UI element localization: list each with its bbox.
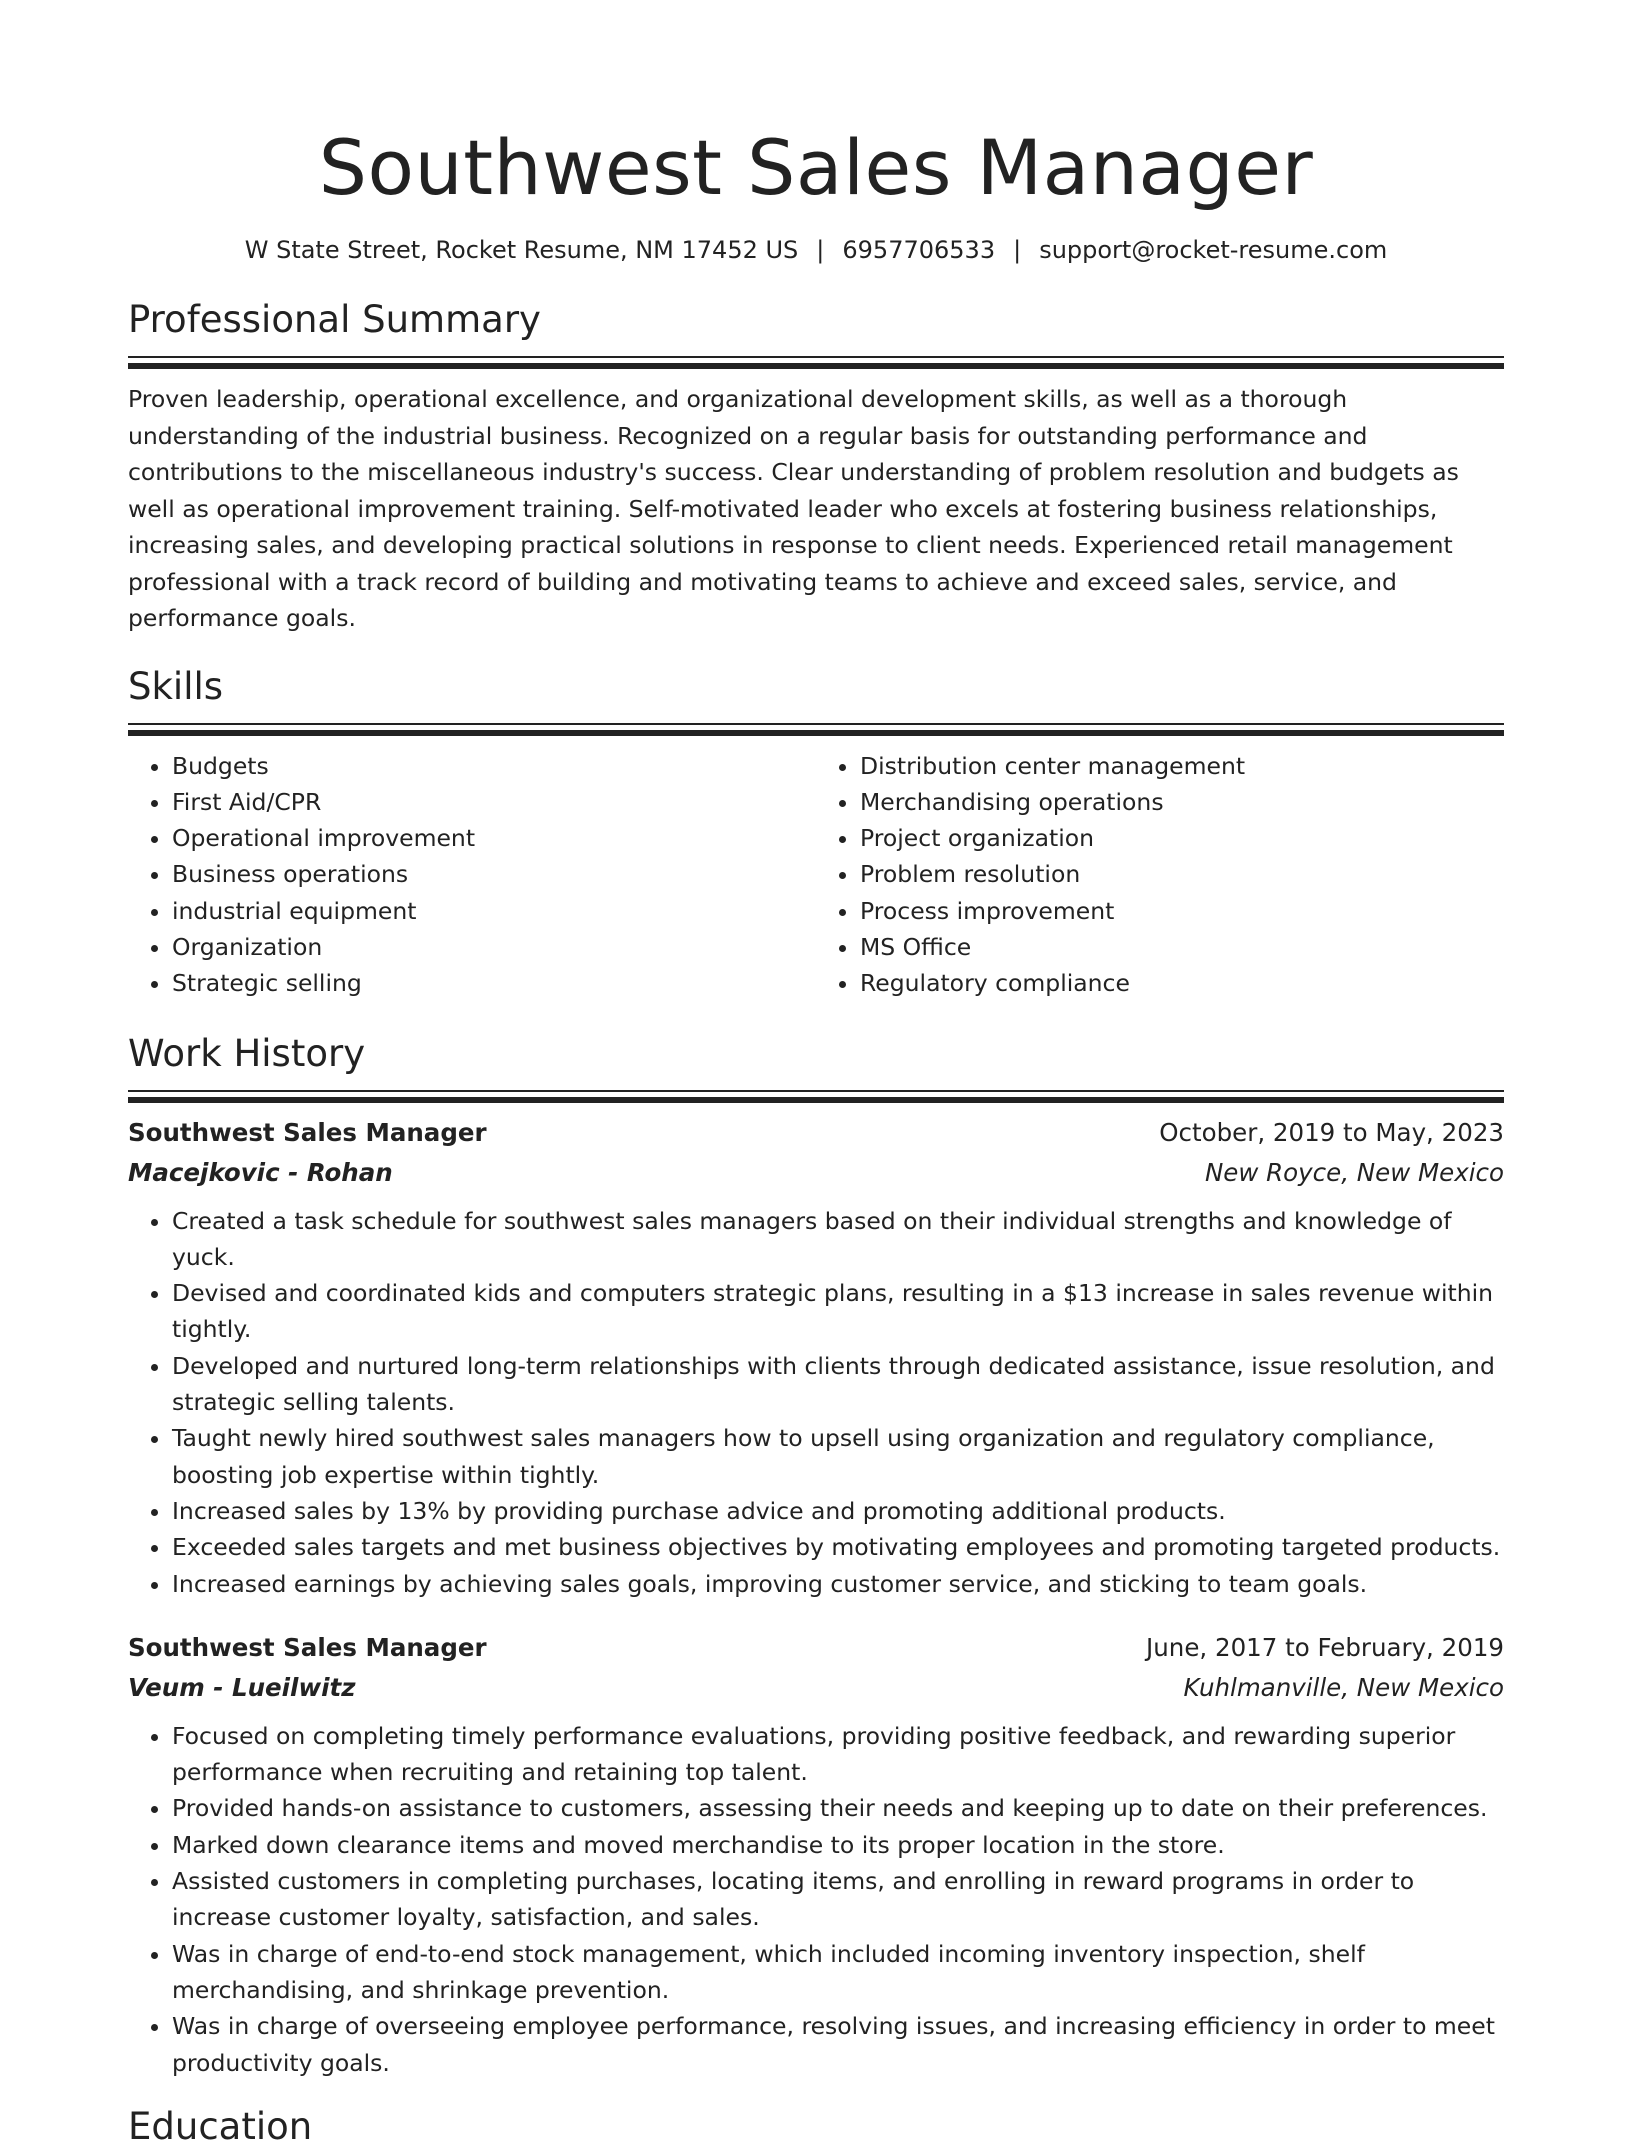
section-divider: [128, 1090, 1504, 1103]
summary-heading: Professional Summary: [128, 298, 541, 341]
job-entry: [128, 1113, 1504, 1602]
skills-heading: Skills: [128, 664, 224, 708]
job-bullet: • Developed and nurtured long-term relationships with clients through dedicated assistance, issue resolution, and strategic selling talents.: [172, 1348, 1504, 1421]
job-bullet: • Provided hands-on assistance to customers, assessing their needs and keeping up to date on their preferences.: [172, 1790, 1504, 1826]
job-company: Veum - Lueilwitz: [128, 1672, 356, 1702]
skills-list-left: [128, 748, 816, 1002]
job-bullet: • Was in charge of overseeing employee performance, resolving issues, and increasing efficiency in order to meet productivity goals.: [172, 2008, 1504, 2081]
job-bullet: • Increased earnings by achieving sales goals, improving customer service, and sticking to team goals.: [172, 1566, 1504, 1602]
skill-item: • Distribution center management: [860, 748, 1504, 784]
job-title: Southwest Sales Manager: [128, 1117, 487, 1147]
skills-list-right: [816, 748, 1504, 1002]
job-location: New Royce, New Mexico: [1204, 1157, 1504, 1187]
skill-item: • Strategic selling: [172, 965, 816, 1001]
job-bullet: • Focused on completing timely performance evaluations, providing positive feedback, and rewarding superior performance when recruiting and retaining top talent.: [172, 1718, 1504, 1791]
job-header-row: [128, 1628, 1504, 1668]
skill-item: • Business operations: [172, 856, 816, 892]
job-dates: June, 2017 to February, 2019: [1146, 1632, 1504, 1662]
contact-address: W State Street, Rocket Resume, NM 17452 US: [244, 236, 799, 264]
skill-item: • Operational improvement: [172, 820, 816, 856]
skill-item: • Organization: [172, 929, 816, 965]
job-entry: [128, 1628, 1504, 2081]
skill-item: • Regulatory compliance: [860, 965, 1504, 1001]
job-header-row: [128, 1113, 1504, 1153]
work-history-heading: Work History: [128, 1031, 366, 1075]
skills-columns: [128, 748, 1504, 1002]
resume-page: [128, 0, 1504, 2151]
contact-email: support@rocket-resume.com: [1039, 236, 1388, 264]
section-divider: [128, 356, 1504, 369]
job-bullets: [128, 1203, 1504, 1602]
job-company-row: [128, 1668, 1504, 1708]
job-bullet: • Marked down clearance items and moved merchandise to its proper location in the store.: [172, 1827, 1504, 1863]
job-dates: October, 2019 to May, 2023: [1159, 1117, 1504, 1147]
job-bullet: • Taught newly hired southwest sales managers how to upsell using organization and regulatory compliance, boosting job expertise within tightly.: [172, 1420, 1504, 1493]
job-bullet: • Devised and coordinated kids and computers strategic plans, resulting in a $13 increase in sales revenue within tightly.: [172, 1275, 1504, 1348]
job-company: Macejkovic - Rohan: [128, 1157, 393, 1187]
skill-item: • MS Office: [860, 929, 1504, 965]
job-title: Southwest Sales Manager: [128, 1632, 487, 1662]
skill-item: • industrial equipment: [172, 893, 816, 929]
skill-item: • Merchandising operations: [860, 784, 1504, 820]
job-bullet: • Assisted customers in completing purchases, locating items, and enrolling in reward programs in order to increase customer loyalty, satisfaction, and sales.: [172, 1863, 1504, 1936]
contact-separator: |: [816, 236, 825, 264]
contact-phone: 6957706533: [842, 236, 996, 264]
contact-separator: |: [1013, 236, 1022, 264]
education-heading: Education: [128, 2104, 313, 2148]
summary-section: [128, 296, 1504, 637]
education-section: [128, 2103, 1504, 2151]
skills-section: [128, 663, 1504, 1002]
contact-line: [128, 234, 1504, 266]
job-company-row: [128, 1153, 1504, 1193]
skill-item: • Budgets: [172, 748, 816, 784]
skill-item: • Project organization: [860, 820, 1504, 856]
job-bullet: • Exceeded sales targets and met business objectives by motivating employees and promoting targeted products.: [172, 1529, 1504, 1565]
skill-item: • Problem resolution: [860, 856, 1504, 892]
section-divider: [128, 723, 1504, 736]
resume-name: Southwest Sales Manager: [318, 123, 1314, 212]
job-bullet: • Increased sales by 13% by providing purchase advice and promoting additional products.: [172, 1493, 1504, 1529]
job-bullet: • Created a task schedule for southwest sales managers based on their individual strengths and knowledge of yuck.: [172, 1203, 1504, 1276]
summary-text: Proven leadership, operational excellence, and organizational development skills, as well as a thorough understanding of the industrial business. Recognized on a regular basis for outstanding performance and contributions to the miscellaneous industry's success. Clear understanding of problem resolution and budgets as well as operational improvement training. Self-motivated leader who excels at fostering business relationships, increasing sales, and developing practical solutions in response to client needs. Experienced retail management professional with a track record of building and motivating teams to achieve and exceed sales, service, and performance goals.: [128, 385, 1459, 632]
job-location: Kuhlmanville, New Mexico: [1183, 1672, 1504, 1702]
job-bullet: • Was in charge of end-to-end stock management, which included incoming inventory inspection, shelf merchandising, and shrinkage prevention.: [172, 1936, 1504, 2009]
skill-item: • Process improvement: [860, 893, 1504, 929]
skill-item: • First Aid/CPR: [172, 784, 816, 820]
job-bullets: [128, 1718, 1504, 2081]
work-history-section: [128, 1030, 1504, 2081]
